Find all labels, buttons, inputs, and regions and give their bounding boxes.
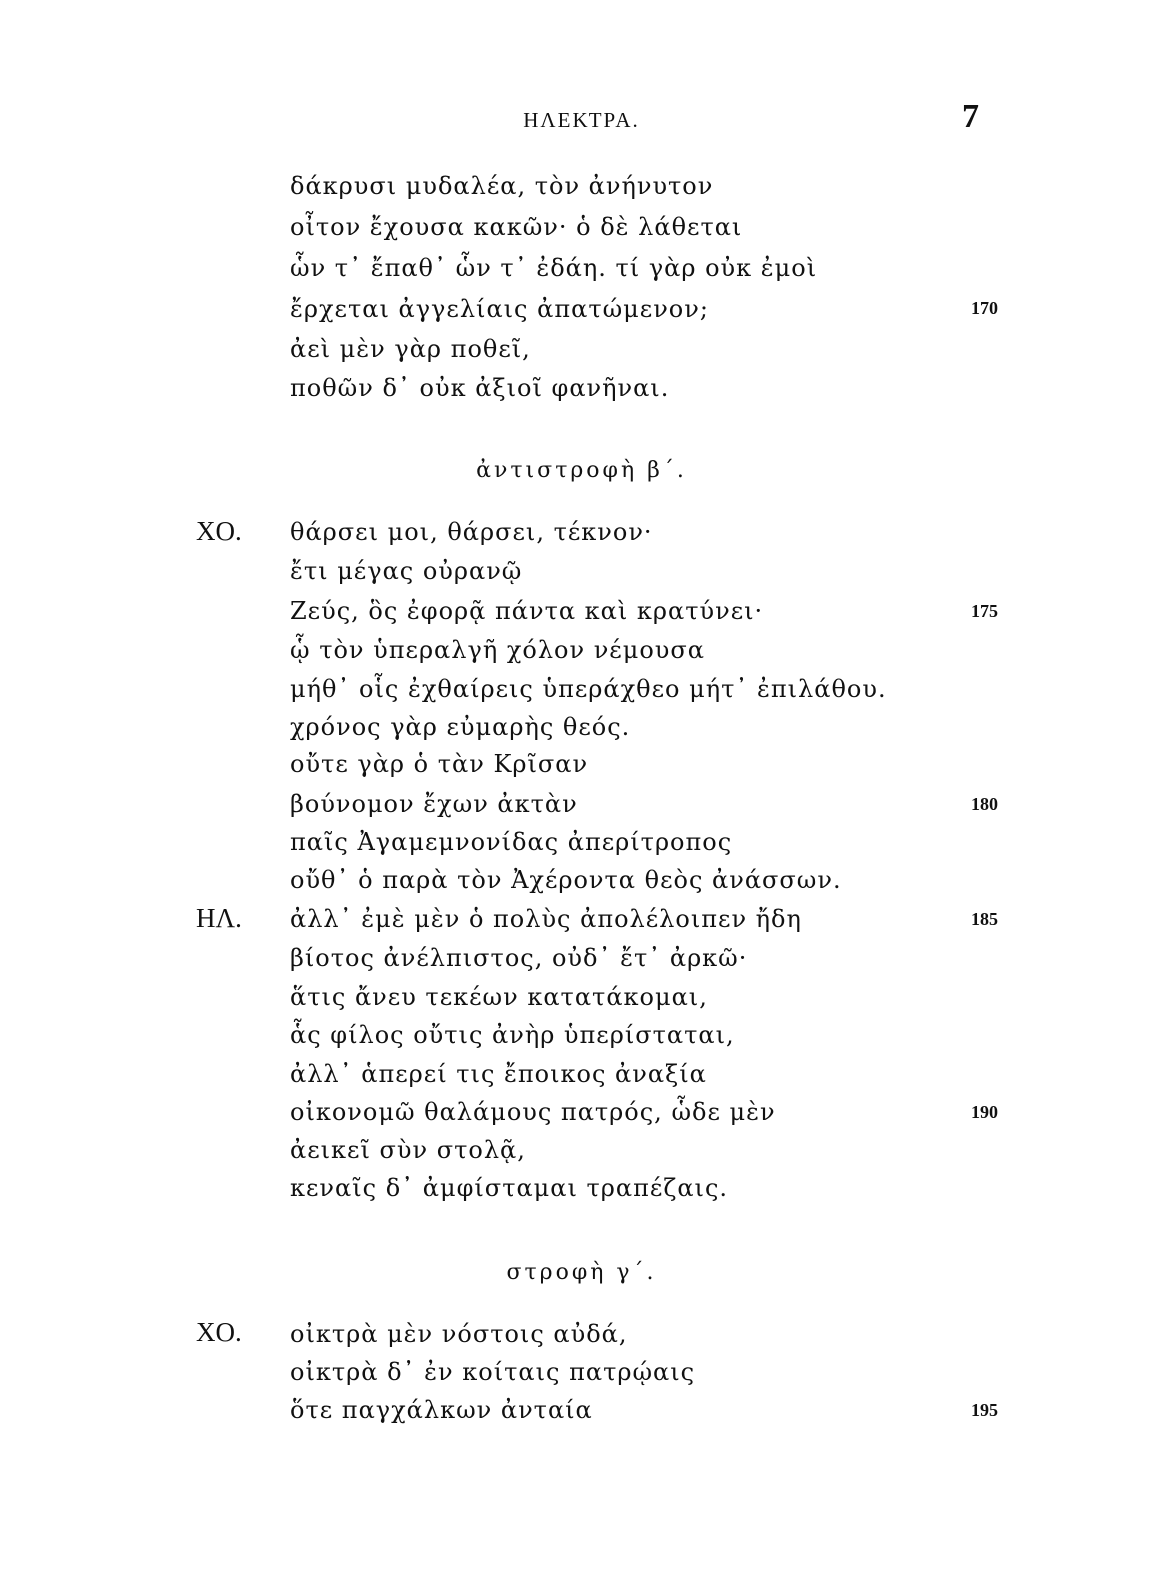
verse-line: χρόνος γὰρ εὐμαρὴς θεός. <box>290 713 631 741</box>
verse-line: ἅτις ἄνευ τεκέων κατατάκομαι, <box>290 983 708 1011</box>
verse-line: οἶτον ἔχουσα κακῶν· ὁ δὲ λάθεται <box>290 213 743 241</box>
verse-line: θάρσει μοι, θάρσει, τέκνον· <box>290 518 653 546</box>
verse-line: παῖς Ἀγαμεμνονίδας ἀπερίτροπος <box>290 828 733 856</box>
line-number-195: 195 <box>971 1400 998 1420</box>
verse-line: ἔρχεται ἀγγελίαις ἀπατώμενον; <box>290 295 709 323</box>
verse-line: ἀλλ᾽ ἐμὲ μὲν ὁ πολὺς ἀπολέλοιπεν ἤδη <box>290 905 802 933</box>
verse-line: οὔτε γὰρ ὁ τὰν Κρῖσαν <box>290 750 589 778</box>
verse-line: οἰκτρὰ μὲν νόστοις αὐδά, <box>290 1320 628 1348</box>
verse-line: βούνομον ἔχων ἀκτὰν <box>290 790 578 818</box>
line-number-170: 170 <box>971 298 998 318</box>
verse-line: ἔτι μέγας οὐρανῷ <box>290 557 523 585</box>
line-number-190: 190 <box>971 1102 998 1122</box>
verse-line: ἇς φίλος οὔτις ἀνὴρ ὑπερίσταται, <box>290 1021 735 1049</box>
verse-line: ἀλλ᾽ ἁπερεί τις ἔποικος ἀναξία <box>290 1060 707 1088</box>
running-title: ΗΛΕΚΤΡΑ. <box>523 108 640 132</box>
verse-line: ἀεικεῖ σὺν στολᾷ, <box>290 1136 526 1164</box>
verse-line: ὧν τ᾽ ἔπαθ᾽ ὧν τ᾽ ἐδάη. τί γὰρ οὐκ ἐμοὶ <box>290 254 818 282</box>
line-number-185: 185 <box>971 909 998 929</box>
verse-line: οὔθ᾽ ὁ παρὰ τὸν Ἀχέροντα θεὸς ἀνάσσων. <box>290 866 842 894</box>
speaker-chorus: ΧΟ. <box>196 1317 242 1347</box>
line-number-180: 180 <box>971 794 998 814</box>
verse-line: οἰκονομῶ θαλάμους πατρός, ὧδε μὲν <box>290 1098 776 1126</box>
verse-line: ᾧ τὸν ὑπεραλγῆ χόλον νέμουσα <box>290 636 705 664</box>
verse-line: ὅτε παγχάλκων ἀνταία <box>290 1396 593 1424</box>
speaker-chorus: ΧΟ. <box>196 516 242 546</box>
verse-line: μήθ᾽ οἷς ἐχθαίρεις ὑπεράχθεο μήτ᾽ ἐπιλάθου. <box>290 675 887 703</box>
page-number: 7 <box>962 98 979 135</box>
line-number-175: 175 <box>971 601 998 621</box>
verse-line: ἀεὶ μὲν γὰρ ποθεῖ, <box>290 335 531 363</box>
verse-line: κεναῖς δ᾽ ἀμφίσταμαι τραπέζαις. <box>290 1174 729 1202</box>
verse-line: ποθῶν δ᾽ οὐκ ἀξιοῖ φανῆναι. <box>290 374 670 402</box>
verse-line: Ζεύς, ὃς ἐφορᾷ πάντα καὶ κρατύνει· <box>290 597 764 625</box>
verse-line: οἰκτρὰ δ᾽ ἐν κοίταις πατρῴαις <box>290 1358 696 1386</box>
verse-line: δάκρυσι μυδαλέα, τὸν ἀνήνυτον <box>290 172 714 200</box>
section-heading-antistrophe: ἀντιστροφὴ β΄. <box>476 458 687 483</box>
verse-line: βίοτος ἀνέλπιστος, οὐδ᾽ ἔτ᾽ ἀρκῶ· <box>290 944 748 972</box>
section-heading-strophe: στροφὴ γ΄. <box>506 1260 657 1285</box>
speaker-electra: ΗΛ. <box>196 903 242 933</box>
